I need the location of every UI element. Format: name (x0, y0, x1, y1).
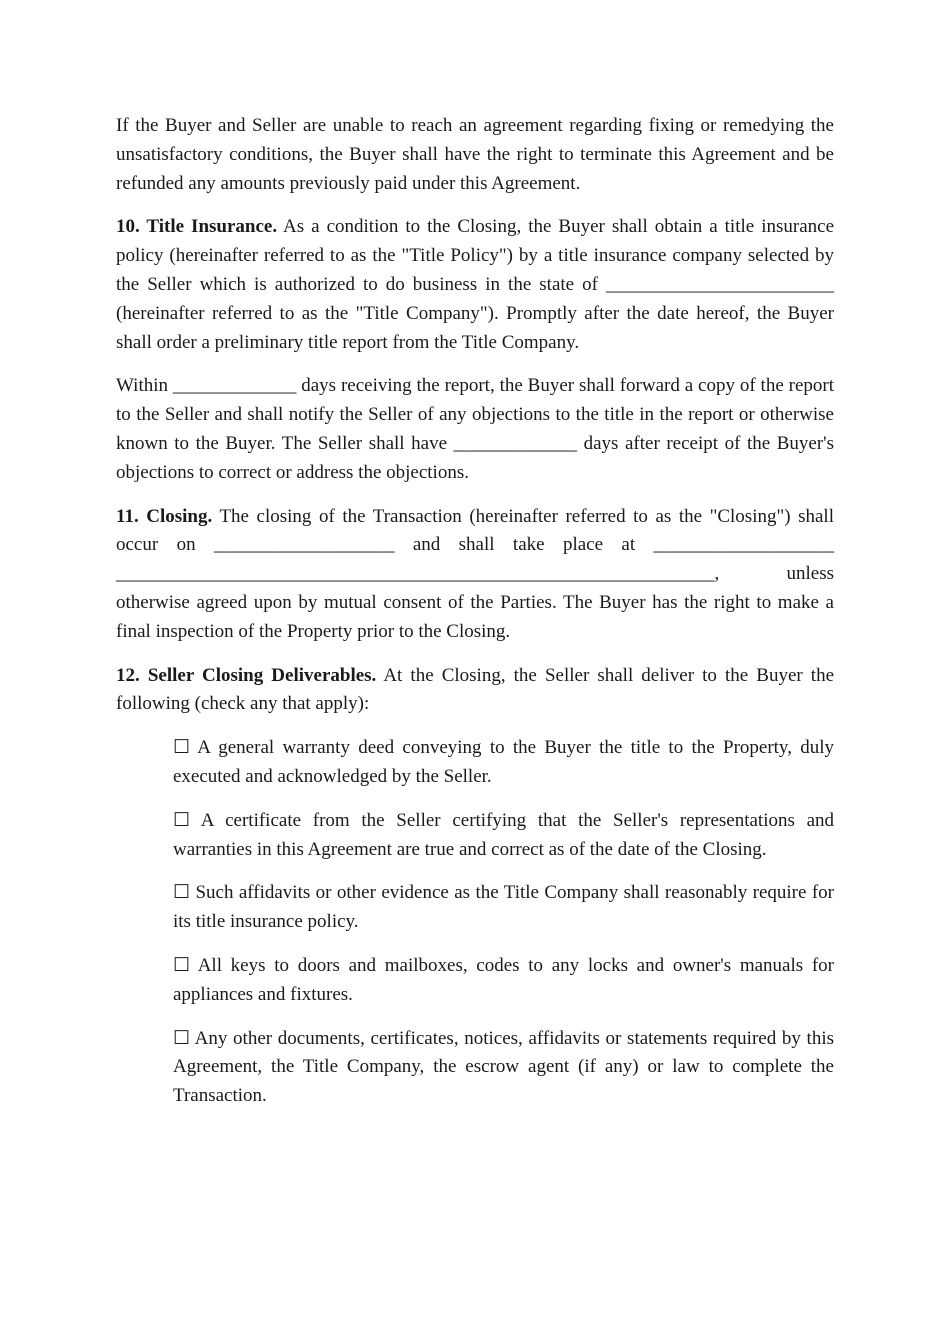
checklist-item (173, 807, 834, 865)
checklist-item (173, 734, 834, 792)
section-11-heading: 11. Closing. (116, 505, 213, 527)
checklist-item (173, 879, 834, 937)
section-11-paragraph (116, 503, 834, 647)
section-12-text: At the Closing, the Seller shall deliver to the Buyer the following (check any that apply): (116, 664, 834, 715)
checklist-item-text: A certificate from the Seller certifying that the Seller's representations and warranties in this Agreement are true and correct as of the date of the Closing. (173, 809, 835, 860)
checklist-item (173, 952, 834, 1010)
checkbox-icon[interactable]: ☐ (173, 954, 191, 976)
section-12-heading: 12. Seller Closing Deliverables. (116, 664, 377, 686)
section-11-text: The closing of the Transaction (hereinafter referred to as the "Closing") shall occur on ___________________ and shall take place at ___________________ _______________________________________________________________, unless otherwise agreed upon by mutual consent of the Parties. The Buyer has the right to make a final inspection of the Property prior to the Closing. (116, 505, 834, 642)
section-10-objections-paragraph: Within _____________ days receiving the report, the Buyer shall forward a copy of the report to the Seller and shall notify the Seller of any objections to the title in the report or otherwise known to the Buyer. The Seller shall have _____________ days after receipt of the Buyer's objections to correct or address the objections. (116, 375, 834, 483)
checklist-item-text: Any other documents, certificates, notices, affidavits or statements required by this Agreement, the Title Company, the escrow agent (if any) or law to complete the Transaction. (173, 1027, 834, 1107)
section-10-heading: 10. Title Insurance. (116, 216, 278, 238)
checkbox-icon[interactable]: ☐ (173, 809, 191, 831)
checkbox-icon[interactable]: ☐ (173, 737, 191, 759)
checklist-item-text: A general warranty deed conveying to the Buyer the title to the Property, duly executed and acknowledged by the Seller. (173, 737, 835, 787)
checkbox-icon[interactable]: ☐ (173, 882, 191, 904)
section-10-text: As a condition to the Closing, the Buyer shall obtain a title insurance policy (hereinafter referred to as the "Title Policy") by a title insurance company selected by the Seller which is authorized to do business in the state of ________________________ (hereinafter referred to as the "Title Company"). Promptly after the date hereof, the Buyer shall order a preliminary title report from the Title Company. (116, 216, 835, 353)
checkbox-icon[interactable]: ☐ (173, 1027, 191, 1049)
checklist-item-text: All keys to doors and mailboxes, codes to any locks and owner's manuals for appliances and fixtures. (173, 954, 834, 1005)
deliverables-checklist (173, 734, 834, 1111)
section-12-paragraph (116, 662, 834, 720)
paragraph-refund: If the Buyer and Seller are unable to reach an agreement regarding fixing or remedying the unsatisfactory conditions, the Buyer shall have the right to terminate this Agreement and be refunded any amounts previously paid under this Agreement. (116, 115, 834, 194)
checklist-item (173, 1025, 834, 1111)
section-10-paragraph (116, 213, 834, 357)
checklist-item-text: Such affidavits or other evidence as the Title Company shall reasonably require for its title insurance policy. (173, 882, 834, 933)
